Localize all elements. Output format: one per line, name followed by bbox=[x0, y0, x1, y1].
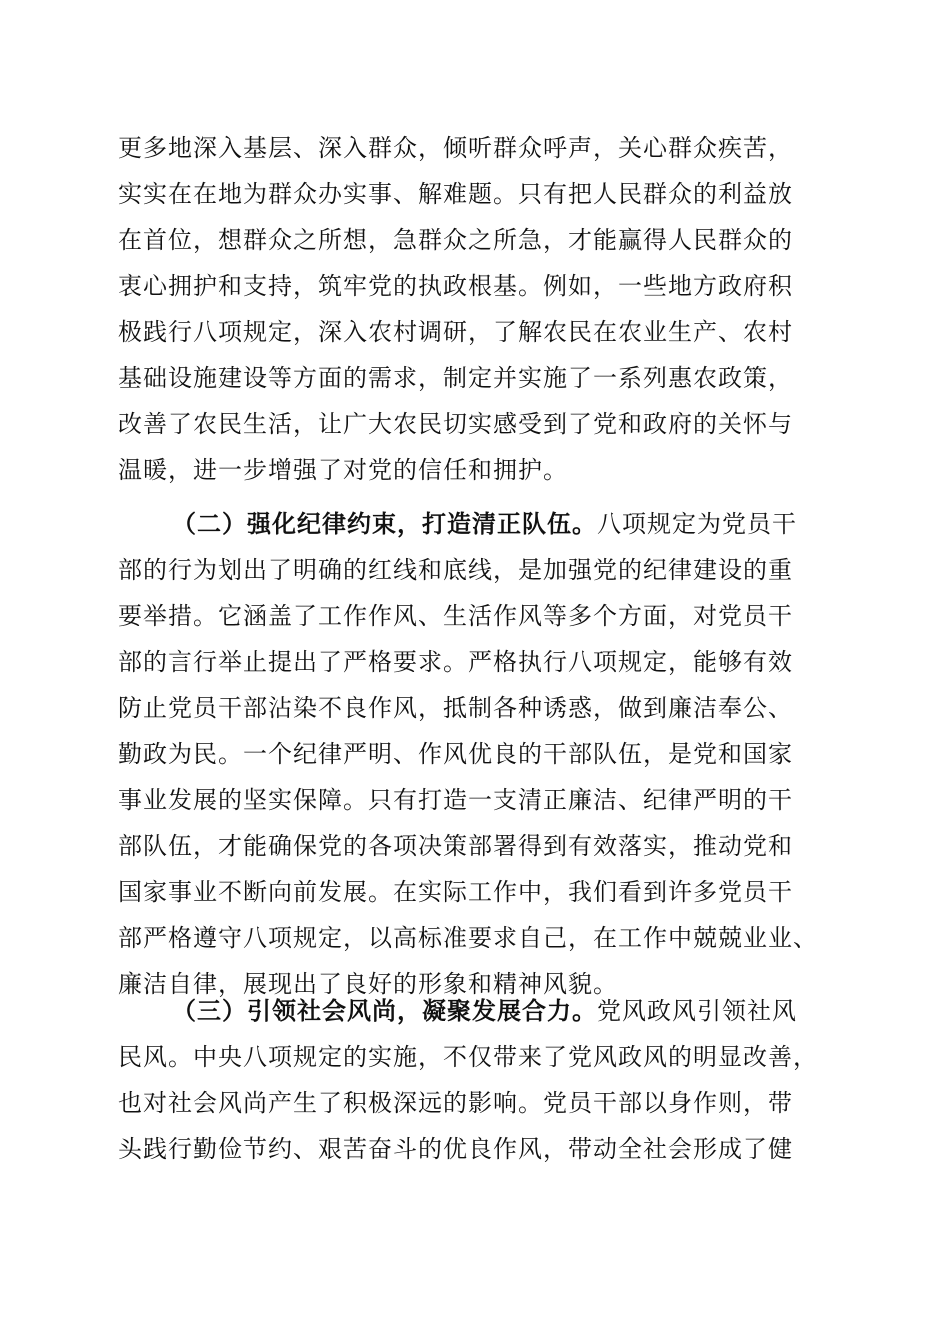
section-two-lead-text: 八项规定为党员干 bbox=[597, 510, 797, 538]
section-two-heading: （二）强化纪律约束，打造清正队伍。 bbox=[172, 509, 597, 538]
text-line: 也对社会风尚产生了积极深远的影响。党员干部以身作则，带 bbox=[118, 1089, 793, 1117]
section-three-paragraph bbox=[118, 988, 838, 1172]
text-line: 改善了农民生活，让广大农民切实感受到了党和政府的关怀与 bbox=[118, 410, 793, 438]
section-three-first-line bbox=[118, 988, 838, 1034]
paragraph-continuation bbox=[118, 125, 838, 493]
section-two-paragraph bbox=[118, 501, 838, 1007]
text-line: 部的言行举止提出了严格要求。严格执行八项规定，能够有效 bbox=[118, 648, 793, 676]
section-three-heading: （三）引领社会风尚，凝聚发展合力。 bbox=[172, 996, 597, 1025]
text-line: 在首位，想群众之所想，急群众之所急，才能赢得人民群众的 bbox=[118, 226, 793, 254]
text-line: 事业发展的坚实保障。只有打造一支清正廉洁、纪律严明的干 bbox=[118, 786, 793, 814]
text-line: 民风。中央八项规定的实施，不仅带来了党风政风的明显改善， bbox=[118, 1043, 818, 1071]
text-line: 极践行八项规定，深入农村调研，了解农民在农业生产、农村 bbox=[118, 318, 793, 346]
text-line: 实实在在地为群众办实事、解难题。只有把人民群众的利益放 bbox=[118, 180, 793, 208]
text-line: 防止党员干部沾染不良作风，抵制各种诱惑，做到廉洁奉公、 bbox=[118, 694, 793, 722]
text-line: 衷心拥护和支持，筑牢党的执政根基。例如，一些地方政府积 bbox=[118, 272, 793, 300]
text-line: 勤政为民。一个纪律严明、作风优良的干部队伍，是党和国家 bbox=[118, 740, 793, 768]
text-line: 温暖，进一步增强了对党的信任和拥护。 bbox=[118, 456, 568, 484]
text-line: 廉洁自律，展现出了良好的形象和精神风貌。 bbox=[118, 970, 618, 998]
text-line: 更多地深入基层、深入群众，倾听群众呼声，关心群众疾苦， bbox=[118, 134, 793, 162]
text-line: 部严格遵守八项规定，以高标准要求自己，在工作中兢兢业业、 bbox=[118, 924, 818, 952]
text-line: 头践行勤俭节约、艰苦奋斗的优良作风，带动全社会形成了健 bbox=[118, 1135, 793, 1163]
text-line: 国家事业不断向前发展。在实际工作中，我们看到许多党员干 bbox=[118, 878, 793, 906]
text-line: 部队伍，才能确保党的各项决策部署得到有效落实，推动党和 bbox=[118, 832, 793, 860]
text-line: 基础设施建设等方面的需求，制定并实施了一系列惠农政策， bbox=[118, 364, 793, 392]
text-line: 部的行为划出了明确的红线和底线，是加强党的纪律建设的重 bbox=[118, 556, 793, 584]
text-line: 要举措。它涵盖了工作作风、生活作风等多个方面，对党员干 bbox=[118, 602, 793, 630]
section-two-first-line bbox=[118, 501, 838, 547]
section-three-lead-text: 党风政风引领社风 bbox=[597, 997, 797, 1025]
